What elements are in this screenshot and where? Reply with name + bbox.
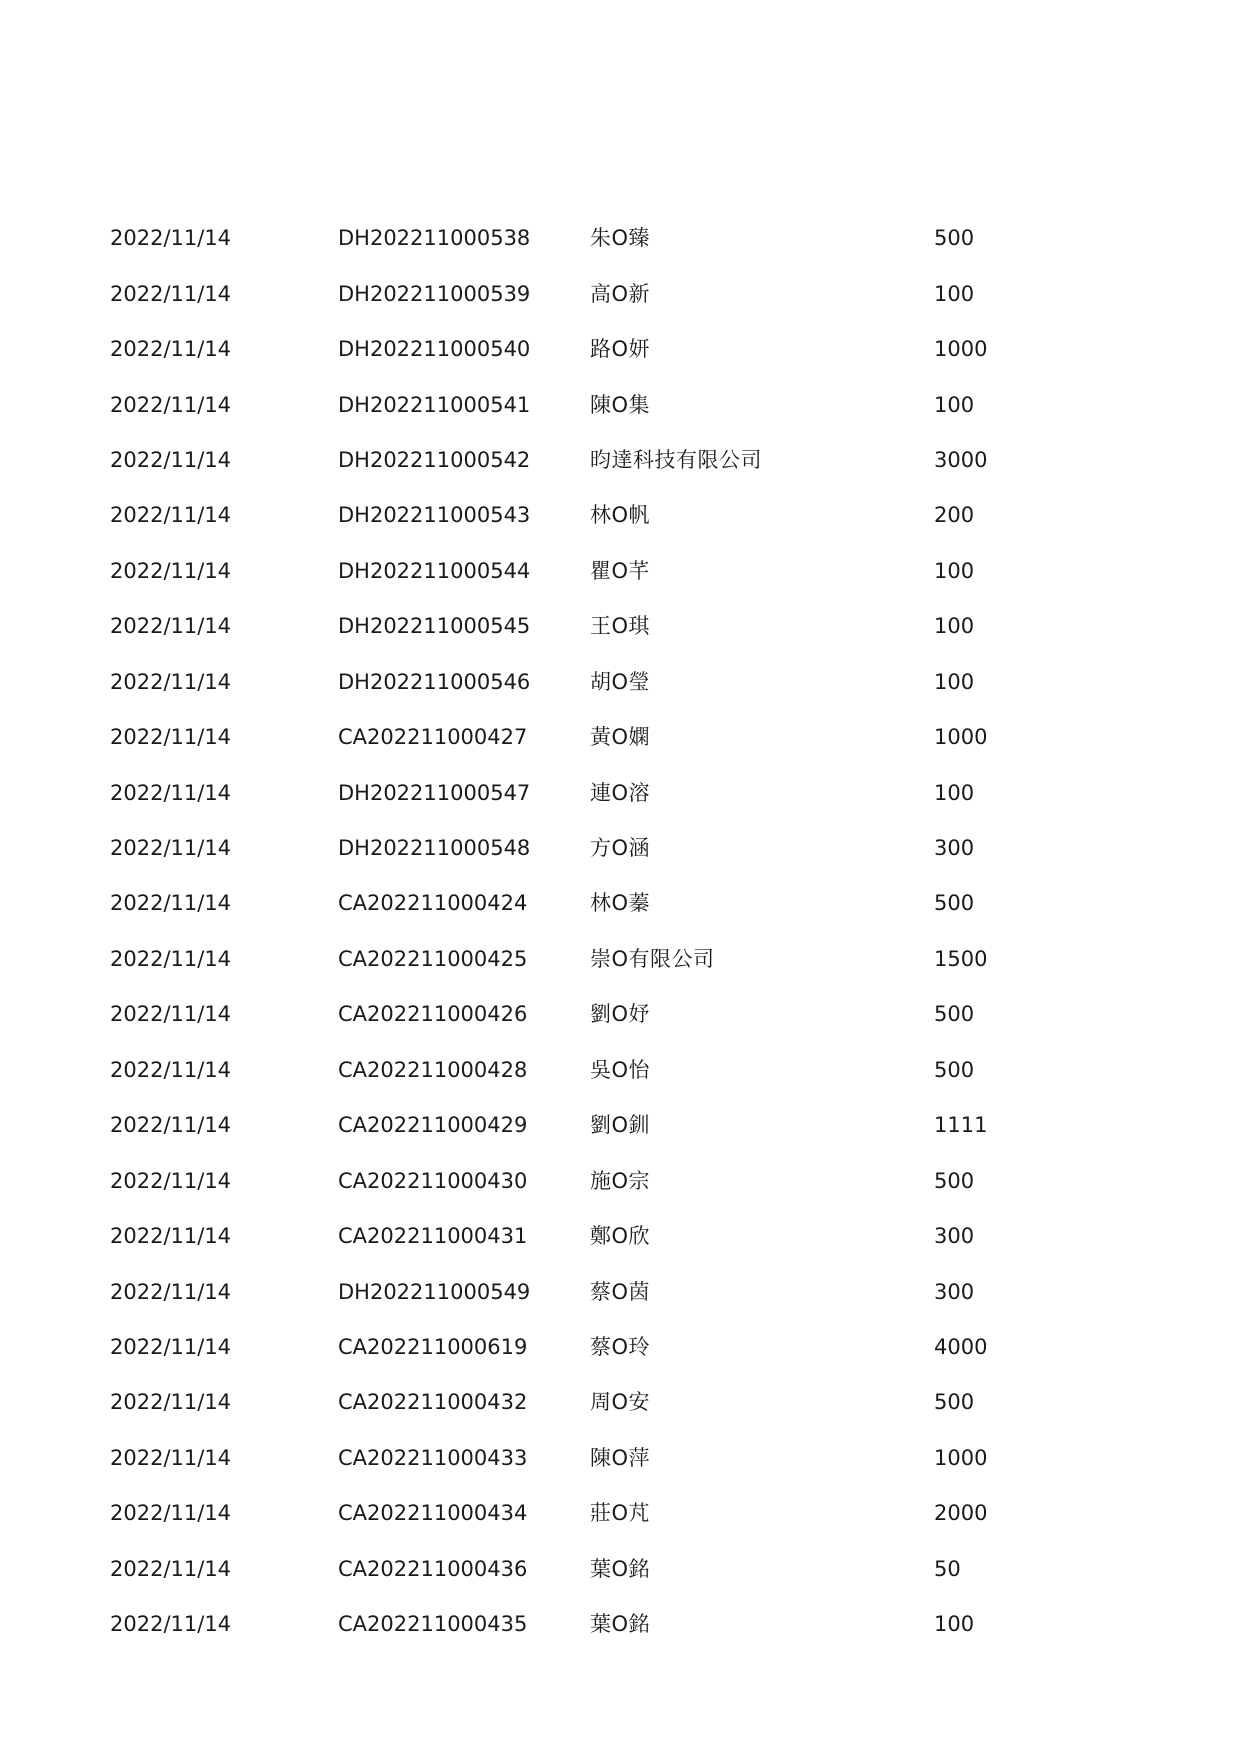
amount-cell: 2000 <box>934 1501 988 1526</box>
record-id-cell: DH202211000542 <box>338 447 531 472</box>
donor-name-cell: 鄭O欣 <box>590 1224 651 1249</box>
date-cell: 2022/11/14 <box>110 392 232 417</box>
donor-name-cell: 蔡O茵 <box>590 1279 651 1304</box>
record-id-cell: DH202211000547 <box>338 780 531 805</box>
amount-cell: 500 <box>934 1168 975 1193</box>
amount-cell: 100 <box>934 780 975 805</box>
record-id-cell: CA202211000424 <box>338 891 528 916</box>
ledger-table <box>110 211 1130 1652</box>
amount-cell: 300 <box>934 1279 975 1304</box>
amount-cell: 300 <box>934 836 975 861</box>
amount-cell: 200 <box>934 503 975 528</box>
donor-name-cell: 陳O集 <box>590 392 651 417</box>
donor-name-cell: 吳O怡 <box>590 1057 651 1082</box>
date-cell: 2022/11/14 <box>110 780 232 805</box>
record-id-cell: CA202211000431 <box>338 1224 528 1249</box>
record-id-cell: CA202211000428 <box>338 1057 528 1082</box>
record-id-cell: CA202211000432 <box>338 1390 528 1415</box>
donor-name-cell: 路O妍 <box>590 337 651 362</box>
table-row <box>110 765 1130 820</box>
record-id-cell: CA202211000429 <box>338 1113 528 1138</box>
table-row <box>110 599 1130 654</box>
table-row <box>110 1153 1130 1208</box>
record-id-cell: DH202211000548 <box>338 836 531 861</box>
date-cell: 2022/11/14 <box>110 1334 232 1359</box>
record-id-cell: CA202211000427 <box>338 725 528 750</box>
date-cell: 2022/11/14 <box>110 1612 232 1637</box>
donor-name-cell: 劉O釧 <box>590 1113 651 1138</box>
donor-name-cell: 劉O妤 <box>590 1002 651 1027</box>
table-row <box>110 1431 1130 1486</box>
donor-name-cell: 黃O嫻 <box>590 725 651 750</box>
table-row <box>110 266 1130 321</box>
donor-name-cell: 林O帆 <box>590 503 651 528</box>
table-row <box>110 322 1130 377</box>
amount-cell: 1000 <box>934 725 988 750</box>
record-id-cell: CA202211000619 <box>338 1334 528 1359</box>
amount-cell: 1000 <box>934 1445 988 1470</box>
table-row <box>110 1375 1130 1430</box>
date-cell: 2022/11/14 <box>110 614 232 639</box>
table-row <box>110 1320 1130 1375</box>
date-cell: 2022/11/14 <box>110 946 232 971</box>
date-cell: 2022/11/14 <box>110 226 232 251</box>
amount-cell: 1000 <box>934 337 988 362</box>
donor-name-cell: 葉O銘 <box>590 1556 651 1581</box>
record-id-cell: CA202211000426 <box>338 1002 528 1027</box>
table-row <box>110 488 1130 543</box>
date-cell: 2022/11/14 <box>110 1501 232 1526</box>
record-id-cell: DH202211000543 <box>338 503 531 528</box>
record-id-cell: DH202211000549 <box>338 1279 531 1304</box>
table-row <box>110 544 1130 599</box>
donor-name-cell: 崇O有限公司 <box>590 946 715 971</box>
amount-cell: 300 <box>934 1224 975 1249</box>
date-cell: 2022/11/14 <box>110 281 232 306</box>
record-id-cell: CA202211000425 <box>338 946 528 971</box>
date-cell: 2022/11/14 <box>110 503 232 528</box>
date-cell: 2022/11/14 <box>110 1445 232 1470</box>
amount-cell: 100 <box>934 281 975 306</box>
donor-name-cell: 連O溶 <box>590 780 651 805</box>
donor-name-cell: 蔡O玲 <box>590 1334 651 1359</box>
date-cell: 2022/11/14 <box>110 337 232 362</box>
date-cell: 2022/11/14 <box>110 1390 232 1415</box>
donor-name-cell: 昀達科技有限公司 <box>590 447 762 472</box>
date-cell: 2022/11/14 <box>110 836 232 861</box>
donor-name-cell: 高O新 <box>590 281 651 306</box>
donor-name-cell: 朱O臻 <box>590 226 651 251</box>
table-row <box>110 1597 1130 1652</box>
donor-name-cell: 林O蓁 <box>590 891 651 916</box>
table-row <box>110 876 1130 931</box>
donor-name-cell: 周O安 <box>590 1390 651 1415</box>
record-id-cell: DH202211000538 <box>338 226 531 251</box>
amount-cell: 3000 <box>934 447 988 472</box>
record-id-cell: DH202211000541 <box>338 392 531 417</box>
record-id-cell: CA202211000436 <box>338 1556 528 1581</box>
amount-cell: 100 <box>934 614 975 639</box>
table-row <box>110 1209 1130 1264</box>
table-row <box>110 1542 1130 1597</box>
donor-name-cell: 方O涵 <box>590 836 651 861</box>
date-cell: 2022/11/14 <box>110 891 232 916</box>
table-row <box>110 433 1130 488</box>
table-row <box>110 1098 1130 1153</box>
table-row <box>110 1264 1130 1319</box>
table-row <box>110 1486 1130 1541</box>
date-cell: 2022/11/14 <box>110 1002 232 1027</box>
amount-cell: 1500 <box>934 946 988 971</box>
donor-name-cell: 王O琪 <box>590 614 651 639</box>
date-cell: 2022/11/14 <box>110 1556 232 1581</box>
amount-cell: 1111 <box>934 1113 988 1138</box>
date-cell: 2022/11/14 <box>110 447 232 472</box>
table-row <box>110 211 1130 266</box>
table-row <box>110 821 1130 876</box>
record-id-cell: CA202211000433 <box>338 1445 528 1470</box>
amount-cell: 500 <box>934 891 975 916</box>
amount-cell: 50 <box>934 1556 961 1581</box>
record-id-cell: DH202211000544 <box>338 558 531 583</box>
date-cell: 2022/11/14 <box>110 669 232 694</box>
donor-name-cell: 瞿O芊 <box>590 558 651 583</box>
amount-cell: 4000 <box>934 1334 988 1359</box>
table-row <box>110 1043 1130 1098</box>
donor-name-cell: 施O宗 <box>590 1168 651 1193</box>
donor-name-cell: 胡O瑩 <box>590 669 651 694</box>
date-cell: 2022/11/14 <box>110 1113 232 1138</box>
donor-name-cell: 陳O萍 <box>590 1445 651 1470</box>
amount-cell: 500 <box>934 1390 975 1415</box>
amount-cell: 500 <box>934 226 975 251</box>
date-cell: 2022/11/14 <box>110 1279 232 1304</box>
donor-name-cell: 莊O芃 <box>590 1501 651 1526</box>
record-id-cell: DH202211000546 <box>338 669 531 694</box>
donor-name-cell: 葉O銘 <box>590 1612 651 1637</box>
record-id-cell: CA202211000430 <box>338 1168 528 1193</box>
record-id-cell: CA202211000434 <box>338 1501 528 1526</box>
date-cell: 2022/11/14 <box>110 1057 232 1082</box>
table-row <box>110 987 1130 1042</box>
date-cell: 2022/11/14 <box>110 1224 232 1249</box>
date-cell: 2022/11/14 <box>110 725 232 750</box>
date-cell: 2022/11/14 <box>110 1168 232 1193</box>
record-id-cell: DH202211000545 <box>338 614 531 639</box>
table-row <box>110 710 1130 765</box>
record-id-cell: DH202211000540 <box>338 337 531 362</box>
amount-cell: 500 <box>934 1002 975 1027</box>
amount-cell: 100 <box>934 1612 975 1637</box>
record-id-cell: DH202211000539 <box>338 281 531 306</box>
date-cell: 2022/11/14 <box>110 558 232 583</box>
amount-cell: 100 <box>934 558 975 583</box>
amount-cell: 100 <box>934 392 975 417</box>
amount-cell: 500 <box>934 1057 975 1082</box>
amount-cell: 100 <box>934 669 975 694</box>
table-row <box>110 655 1130 710</box>
record-id-cell: CA202211000435 <box>338 1612 528 1637</box>
table-row <box>110 932 1130 987</box>
table-row <box>110 377 1130 432</box>
